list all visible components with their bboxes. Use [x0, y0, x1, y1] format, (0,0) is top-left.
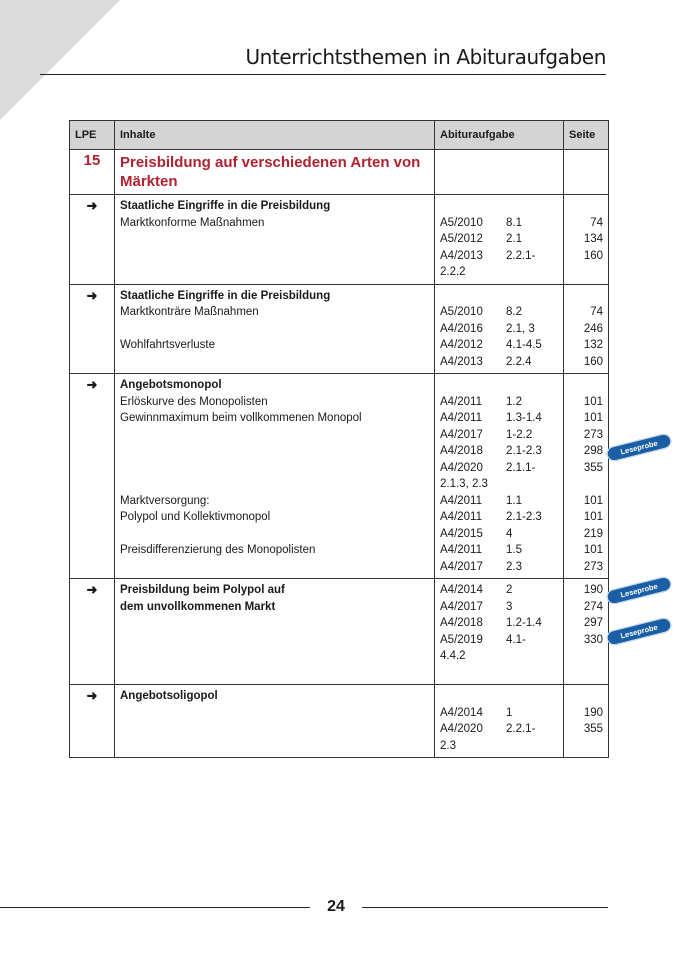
abituraufgabe-cell	[435, 374, 564, 579]
task-number: 2.3	[506, 560, 522, 573]
exam-id: A4/2013	[440, 355, 483, 368]
abituraufgabe-cell	[435, 195, 564, 285]
exam-id: A5/2010	[440, 306, 483, 318]
table-row	[70, 685, 609, 758]
exam-id: A4/2014	[440, 584, 483, 596]
page-ref: 74	[590, 216, 603, 229]
exam-id: 2.2.2	[440, 266, 466, 278]
exam-id: A4/2016	[440, 322, 483, 335]
abituraufgabe-cell	[435, 284, 564, 374]
exam-id: A4/2017	[440, 600, 483, 613]
abituraufgabe-ref	[440, 615, 558, 632]
task-number: 2	[506, 584, 513, 596]
column-header-inhalte: Inhalte	[115, 121, 435, 150]
page-ref: 101	[583, 544, 603, 556]
page-header-title: Unterrichtsthemen in Abituraufgaben	[245, 45, 606, 69]
arrow-icon: ➜	[70, 374, 115, 579]
column-header-lpe: LPE	[70, 121, 115, 150]
page-ref: 355	[583, 461, 603, 474]
page-ref: 273	[583, 560, 603, 573]
exam-id: A4/2017	[440, 428, 483, 441]
page-ref	[569, 648, 603, 665]
topic-heading: Staatliche Eingriffe in die Preisbildung	[120, 200, 331, 212]
page-ref: 101	[583, 395, 603, 408]
exam-id: A4/2020	[440, 461, 483, 474]
topic-heading: Angebotsoligopol	[120, 690, 218, 702]
page-ref: 132	[583, 339, 603, 351]
task-number: 1.2-1.4	[506, 617, 542, 629]
page-ref: 160	[583, 355, 603, 368]
content-cell	[115, 374, 435, 579]
abituraufgabe-ref	[440, 410, 558, 427]
arrow-icon: ➜	[70, 579, 115, 685]
abituraufgabe-ref	[440, 304, 558, 321]
exam-id: A4/2018	[440, 445, 483, 457]
page-header	[40, 42, 606, 75]
abituraufgabe-ref	[440, 542, 558, 559]
abituraufgabe-ref	[440, 599, 558, 616]
abituraufgabe-ref	[440, 264, 558, 281]
exam-id: A4/2017	[440, 560, 483, 573]
page-ref	[569, 264, 603, 281]
page-ref: 355	[583, 723, 603, 735]
page-ref: 190	[583, 584, 603, 596]
leseprobe-badge[interactable]: Leseprobe	[605, 616, 673, 647]
task-number: 4.1-4.5	[506, 339, 542, 351]
arrow-icon: ➜	[70, 195, 115, 285]
exam-id: A4/2013	[440, 249, 483, 262]
task-number: 2.1, 3	[506, 322, 535, 335]
topic-text	[120, 427, 429, 444]
exam-id: A4/2020	[440, 723, 483, 735]
topic-text	[120, 354, 429, 371]
page-ref: 101	[583, 412, 603, 424]
topic-text	[120, 460, 429, 477]
content-cell	[115, 195, 435, 285]
topics-table	[69, 120, 609, 758]
topic-text: Marktkonforme Maßnahmen	[120, 216, 265, 229]
topic-heading: Angebotsmonopol	[120, 379, 222, 391]
task-number: 8.2	[506, 306, 522, 318]
abituraufgabe-ref	[440, 231, 558, 248]
footer-rule-right	[362, 907, 608, 908]
abituraufgabe-ref	[440, 248, 558, 265]
arrow-icon: ➜	[70, 685, 115, 758]
exam-id: 2.3	[440, 739, 456, 752]
topic-text	[120, 476, 429, 493]
topic-text: Erlöskurve des Monopolisten	[120, 395, 268, 408]
exam-id: A4/2012	[440, 339, 483, 351]
abituraufgabe-ref	[440, 632, 558, 649]
abituraufgabe-ref	[440, 526, 558, 543]
abituraufgabe-ref	[440, 476, 558, 493]
page-ref: 297	[583, 617, 603, 629]
task-number: 3	[506, 600, 513, 613]
topic-text	[120, 526, 429, 543]
abituraufgabe-ref	[440, 509, 558, 526]
page-ref: 134	[583, 233, 603, 245]
column-header-seite: Seite	[564, 121, 609, 150]
page-ref: 219	[583, 527, 603, 540]
topic-text	[120, 559, 429, 576]
table-row	[70, 284, 609, 374]
task-number: 1.3-1.4	[506, 412, 542, 424]
footer-rule-left	[0, 907, 310, 908]
abituraufgabe-ref	[440, 705, 558, 722]
exam-id: 4.4.2	[440, 650, 466, 662]
task-number: 2.1-2.3	[506, 511, 542, 523]
content-cell	[115, 284, 435, 374]
abituraufgabe-ref	[440, 721, 558, 738]
task-number: 1.2	[506, 395, 522, 408]
leseprobe-badge[interactable]: Leseprobe	[605, 575, 673, 606]
abituraufgabe-ref	[440, 443, 558, 460]
exam-id: A5/2019	[440, 633, 483, 646]
lpe-empty-cell	[564, 150, 609, 195]
exam-id: A4/2018	[440, 617, 483, 629]
exam-id: A5/2012	[440, 233, 483, 245]
topic-text	[120, 264, 429, 281]
abituraufgabe-ref	[440, 337, 558, 354]
exam-id: A4/2015	[440, 527, 483, 540]
topic-text: Polypol und Kollektivmonopol	[120, 511, 271, 523]
page-ref: 101	[583, 494, 603, 507]
abituraufgabe-ref	[440, 493, 558, 510]
seite-cell	[564, 579, 609, 685]
table-row	[70, 579, 609, 685]
arrow-icon: ➜	[70, 284, 115, 374]
lpe-empty-cell	[435, 150, 564, 195]
task-number: 2.2.4	[506, 355, 532, 368]
page-ref: 330	[583, 633, 603, 646]
topic-text	[120, 443, 429, 460]
exam-id: A5/2010	[440, 216, 483, 229]
column-header-abituraufgabe: Abituraufgabe	[435, 121, 564, 150]
topic-text	[120, 248, 429, 265]
topic-text: Marktkonträre Maßnahmen	[120, 306, 259, 318]
task-number: 2.2.1-	[506, 249, 536, 262]
page-ref: 274	[583, 600, 603, 613]
seite-cell	[564, 374, 609, 579]
page-ref: 298	[583, 445, 603, 457]
topic-text	[120, 231, 429, 248]
seite-cell	[564, 685, 609, 758]
topic-heading: Preisbildung beim Polypol auf	[120, 584, 285, 596]
abituraufgabe-ref	[440, 427, 558, 444]
seite-cell	[564, 284, 609, 374]
exam-id: A4/2011	[440, 395, 482, 408]
content-cell	[115, 579, 435, 685]
task-number: 2.2.1-	[506, 723, 536, 735]
task-number: 2.1	[506, 233, 522, 245]
seite-cell	[564, 195, 609, 285]
topic-text	[120, 665, 429, 682]
abituraufgabe-ref	[440, 582, 558, 599]
abituraufgabe-ref	[440, 215, 558, 232]
abituraufgabe-cell	[435, 685, 564, 758]
task-number: 1-2.2	[506, 428, 533, 441]
task-number: 4.1-	[506, 633, 526, 646]
topic-text	[120, 615, 429, 632]
abituraufgabe-ref	[440, 738, 558, 755]
task-number: 8.1	[506, 216, 522, 229]
page-ref: 101	[583, 511, 603, 523]
abituraufgabe-ref	[440, 648, 558, 665]
abituraufgabe-ref	[440, 460, 558, 477]
page-number: 24	[327, 898, 345, 915]
leseprobe-badge[interactable]: Leseprobe	[605, 432, 673, 463]
topic-text: Marktversorgung:	[120, 494, 210, 507]
task-number: 1	[506, 706, 513, 719]
page-ref: 246	[583, 322, 603, 335]
table-row	[70, 374, 609, 579]
task-number: 2.1.1-	[506, 461, 536, 474]
task-number: 4	[506, 527, 513, 540]
topic-heading: dem unvollkommenen Markt	[120, 600, 276, 613]
page-ref	[569, 476, 603, 493]
exam-id: A4/2011	[440, 412, 482, 424]
lpe-title: Preisbildung auf verschiedenen Arten von Märkten	[115, 150, 435, 195]
page-ref: 74	[590, 306, 603, 318]
content-cell	[115, 685, 435, 758]
task-number: 2.1-2.3	[506, 445, 542, 457]
topic-text	[120, 648, 429, 665]
topic-text: Gewinnmaximum beim vollkommenen Monopol	[120, 412, 362, 424]
lpe-number: 15	[70, 150, 115, 195]
exam-id: 2.1.3, 2.3	[440, 478, 488, 490]
exam-id: A4/2011	[440, 494, 482, 507]
abituraufgabe-ref	[440, 394, 558, 411]
abituraufgabe-cell	[435, 579, 564, 685]
page-ref: 273	[583, 428, 603, 441]
task-number: 1.5	[506, 544, 522, 556]
page-ref: 190	[583, 706, 603, 719]
page-ref	[569, 738, 603, 755]
topic-text: Preisdifferenzierung des Monopolisten	[120, 544, 316, 556]
page-ref: 160	[583, 249, 603, 262]
abituraufgabe-ref	[440, 321, 558, 338]
lpe-title-row	[70, 150, 609, 195]
topic-heading: Staatliche Eingriffe in die Preisbildung	[120, 289, 331, 302]
exam-id: A4/2014	[440, 706, 483, 719]
table-header-row	[70, 121, 609, 150]
topic-text	[120, 321, 429, 338]
task-number: 1.1	[506, 494, 522, 507]
topic-text	[120, 632, 429, 649]
table-row	[70, 195, 609, 285]
topic-text: Wohlfahrtsverluste	[120, 339, 216, 351]
abituraufgabe-ref	[440, 354, 558, 371]
exam-id: A4/2011	[440, 544, 482, 556]
exam-id: A4/2011	[440, 511, 482, 523]
abituraufgabe-ref	[440, 559, 558, 576]
